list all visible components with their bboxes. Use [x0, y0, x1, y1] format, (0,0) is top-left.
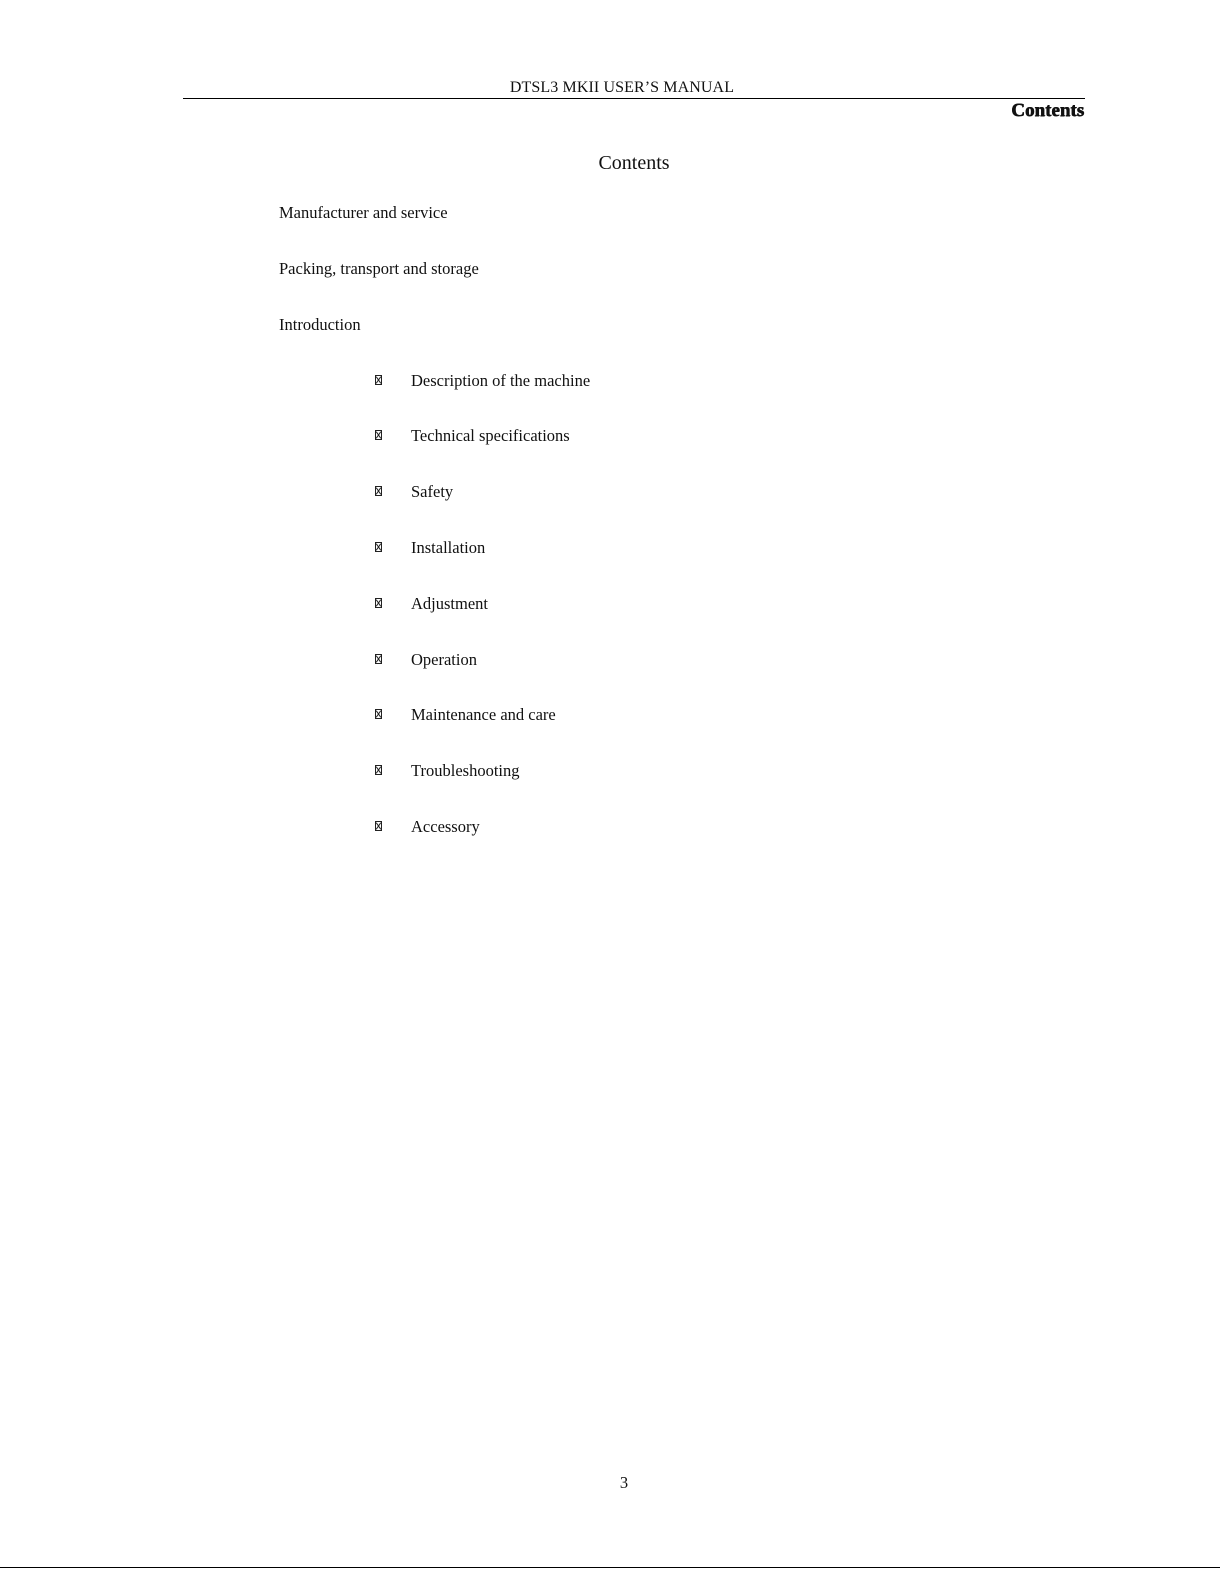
box-x-icon [375, 709, 382, 719]
toc-subentry [0, 594, 1220, 618]
box-x-icon [375, 654, 382, 664]
box-x-icon [375, 486, 382, 496]
toc-entry-packing: Packing, transport and storage [279, 259, 479, 278]
toc-subentry-label: Maintenance and care [411, 705, 556, 724]
toc-subentry-label: Accessory [411, 817, 480, 836]
bottom-rule [0, 1567, 1220, 1568]
toc-subentry-label: Safety [411, 482, 454, 501]
section-label: Contents [1011, 100, 1084, 121]
toc-subentry-label: Adjustment [411, 594, 488, 613]
toc-subentry [0, 761, 1220, 785]
running-header: DTSL3 MKII USER’S MANUAL [509, 79, 735, 96]
toc-subentry-label: Technical specifications [411, 426, 570, 445]
box-x-icon [375, 375, 382, 385]
toc-subentry [0, 371, 1220, 395]
toc-subentry-label: Troubleshooting [411, 761, 520, 780]
toc-entry-introduction: Introduction [279, 315, 361, 334]
toc-subentry [0, 705, 1220, 729]
box-x-icon [375, 765, 382, 775]
toc-subentry [0, 817, 1220, 841]
toc-subentry-label: Installation [411, 538, 486, 557]
toc-title: Contents [598, 152, 670, 174]
toc-subentry [0, 426, 1220, 450]
toc-subentry-label: Operation [411, 650, 477, 669]
header-rule [183, 98, 1085, 99]
box-x-icon [375, 598, 382, 608]
toc-subentry [0, 650, 1220, 674]
toc-subentry [0, 482, 1220, 506]
box-x-icon [375, 821, 382, 831]
box-x-icon [375, 542, 382, 552]
toc-subentry [0, 538, 1220, 562]
box-x-icon [375, 430, 382, 440]
toc-subentry-label: Description of the machine [411, 371, 591, 390]
page-number: 3 [619, 1473, 629, 1492]
toc-entry-manufacturer: Manufacturer and service [279, 203, 448, 222]
